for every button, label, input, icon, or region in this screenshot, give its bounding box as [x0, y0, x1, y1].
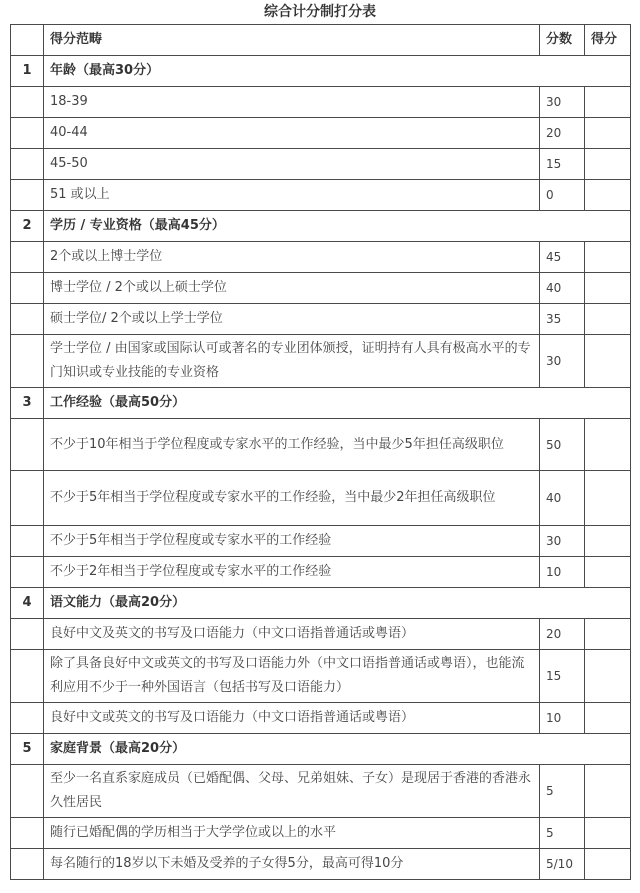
item-label: 良好中文及英文的书写及口语能力（中文口语指普通话或粤语）: [44, 619, 540, 650]
table-row: [11, 149, 631, 180]
header-index-cell: [11, 25, 44, 56]
item-label: 不少于5年相当于学位程度或专家水平的工作经验: [44, 526, 540, 557]
score-cell[interactable]: [585, 703, 631, 734]
section-title: 家庭背景（最高20分）: [44, 734, 631, 765]
section-index: 1: [11, 56, 44, 87]
item-label: 学士学位 / 由国家或国际认可或著名的专业团体颁授，证明持有人具有极高水平的专门知识或专业技能的专业资格: [44, 335, 540, 388]
table-row: [11, 703, 631, 734]
section-index: 3: [11, 388, 44, 419]
table-row: [11, 242, 631, 273]
item-points: 35: [540, 304, 585, 335]
section-title: 语文能力（最高20分）: [44, 588, 631, 619]
item-points: 20: [540, 118, 585, 149]
item-label: 2个或以上博士学位: [44, 242, 540, 273]
table-row: [11, 557, 631, 588]
table-row: [11, 335, 631, 388]
score-cell[interactable]: [585, 304, 631, 335]
scoring-table: [10, 24, 631, 880]
table-row: [11, 849, 631, 880]
header-points: 分数: [540, 25, 585, 56]
table-row: [11, 273, 631, 304]
section-row: [11, 56, 631, 87]
score-cell[interactable]: [585, 419, 631, 471]
score-cell[interactable]: [585, 765, 631, 818]
table-header-row: [11, 25, 631, 56]
item-points: 0: [540, 180, 585, 211]
score-cell[interactable]: [585, 118, 631, 149]
section-title: 年龄（最高30分）: [44, 56, 631, 87]
score-cell[interactable]: [585, 557, 631, 588]
section-title: 学历 / 专业资格（最高45分）: [44, 211, 631, 242]
table-row: [11, 87, 631, 118]
table-row: [11, 419, 631, 471]
table-row: [11, 304, 631, 335]
item-points: 10: [540, 703, 585, 734]
section-index: 2: [11, 211, 44, 242]
score-cell[interactable]: [585, 650, 631, 703]
item-label: 18-39: [44, 87, 540, 118]
item-label: 良好中文或英文的书写及口语能力（中文口语指普通话或粤语）: [44, 703, 540, 734]
item-points: 15: [540, 650, 585, 703]
section-row: [11, 388, 631, 419]
score-cell[interactable]: [585, 619, 631, 650]
score-cell[interactable]: [585, 149, 631, 180]
item-points: 5: [540, 765, 585, 818]
item-label: 博士学位 / 2个或以上硕士学位: [44, 273, 540, 304]
item-points: 40: [540, 273, 585, 304]
item-points: 30: [540, 526, 585, 557]
table-row: [11, 180, 631, 211]
table-row: [11, 118, 631, 149]
item-points: 45: [540, 242, 585, 273]
score-cell[interactable]: [585, 180, 631, 211]
item-points: 40: [540, 471, 585, 526]
page-title: 综合计分制打分表: [264, 4, 376, 20]
item-points: 10: [540, 557, 585, 588]
item-points: 15: [540, 149, 585, 180]
section-index: 5: [11, 734, 44, 765]
item-label: 51 或以上: [44, 180, 540, 211]
item-label: 每名随行的18岁以下未婚及受养的子女得5分，最高可得10分: [44, 849, 540, 880]
score-cell[interactable]: [585, 526, 631, 557]
item-points: 20: [540, 619, 585, 650]
item-label: 不少于10年相当于学位程度或专家水平的工作经验，当中最少5年担任高级职位: [44, 419, 540, 471]
table-row: [11, 526, 631, 557]
header-score: 得分: [585, 25, 631, 56]
table-row: [11, 818, 631, 849]
score-cell[interactable]: [585, 242, 631, 273]
score-cell[interactable]: [585, 87, 631, 118]
item-label: 硕士学位/ 2个或以上学士学位: [44, 304, 540, 335]
item-points: 30: [540, 87, 585, 118]
score-cell[interactable]: [585, 849, 631, 880]
item-points: 5: [540, 818, 585, 849]
item-label: 40-44: [44, 118, 540, 149]
score-cell[interactable]: [585, 471, 631, 526]
item-points: 5/10: [540, 849, 585, 880]
item-points: 30: [540, 335, 585, 388]
item-label: 45-50: [44, 149, 540, 180]
section-row: [11, 734, 631, 765]
score-cell[interactable]: [585, 818, 631, 849]
item-label: 至少一名直系家庭成员（已婚配偶、父母、兄弟姐妹、子女）是现居于香港的香港永久性居民: [44, 765, 540, 818]
item-label: 除了具备良好中文或英文的书写及口语能力外（中文口语指普通话或粤语），也能流利应用不少于一种外国语言（包括书写及口语能力）: [44, 650, 540, 703]
table-row: [11, 650, 631, 703]
header-category: 得分范畴: [44, 25, 540, 56]
item-label: 不少于5年相当于学位程度或专家水平的工作经验，当中最少2年担任高级职位: [44, 471, 540, 526]
table-row: [11, 619, 631, 650]
table-row: [11, 471, 631, 526]
section-row: [11, 588, 631, 619]
item-label: 不少于2年相当于学位程度或专家水平的工作经验: [44, 557, 540, 588]
table-row: [11, 765, 631, 818]
section-title: 工作经验（最高50分）: [44, 388, 631, 419]
score-cell[interactable]: [585, 335, 631, 388]
score-cell[interactable]: [585, 273, 631, 304]
item-points: 50: [540, 419, 585, 471]
item-label: 随行已婚配偶的学历相当于大学学位或以上的水平: [44, 818, 540, 849]
section-index: 4: [11, 588, 44, 619]
section-row: [11, 211, 631, 242]
